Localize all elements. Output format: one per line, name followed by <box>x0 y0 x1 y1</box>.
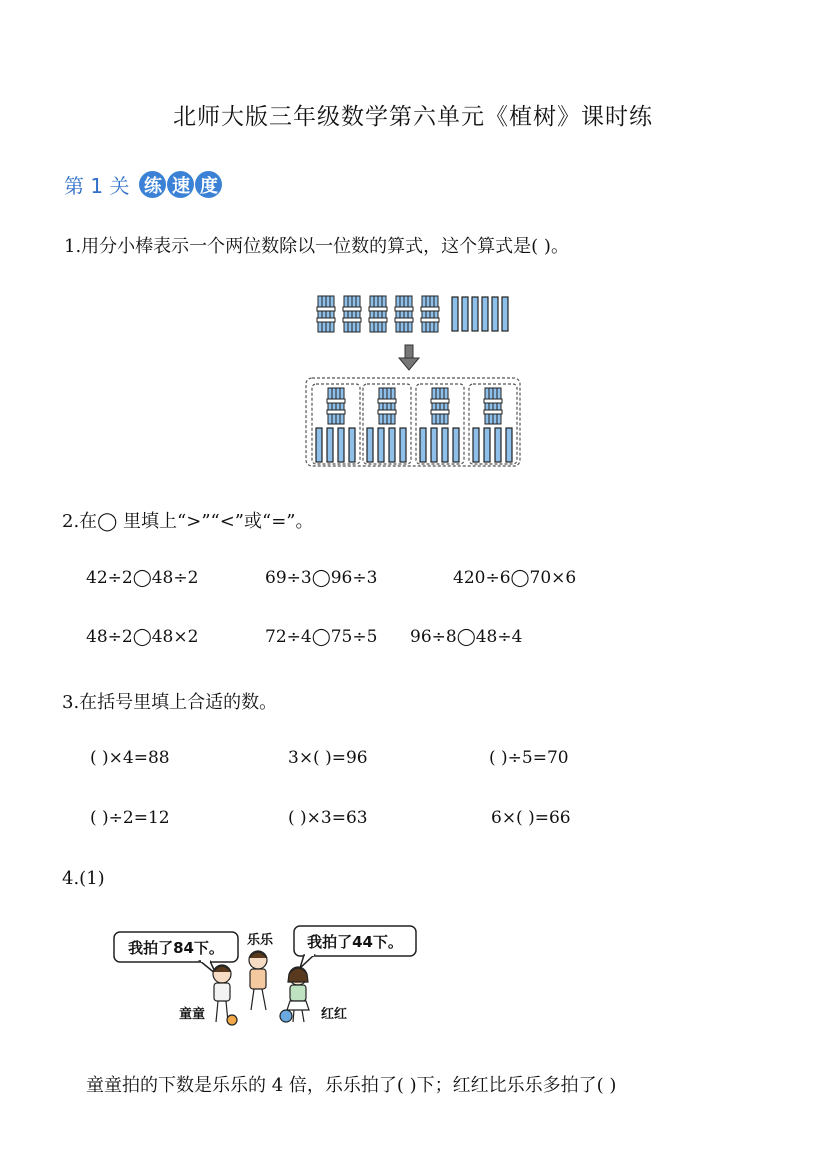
page-title: 北师大版三年级数学第六单元《植树》课时练 <box>173 104 653 130</box>
name-honghong: 红红 <box>320 1007 348 1022</box>
child-honghong <box>280 967 309 1022</box>
bubble-left-text: 我拍了84下。 <box>128 939 224 957</box>
fill-blank-item: ( )÷2=12 <box>90 808 170 828</box>
speech-bubble-right <box>294 926 416 968</box>
badge-char: 速 <box>167 171 194 198</box>
compare-item: 42÷2◯48÷2 <box>86 568 199 588</box>
question-1: 1.用分小棒表示一个两位数除以一位数的算式，这个算式是( )。 <box>64 236 569 257</box>
name-lele: 乐乐 <box>246 933 274 948</box>
sticks-illustration <box>300 290 530 470</box>
top-single-sticks <box>452 297 508 331</box>
bubble-right-text: 我拍了44下。 <box>307 933 403 951</box>
child-lele <box>249 951 267 1010</box>
badge-char: 练 <box>139 171 166 198</box>
badge-char: 度 <box>195 171 222 198</box>
fill-blank-item: ( )×3=63 <box>288 808 368 828</box>
fill-blank-item: ( )×4=88 <box>90 748 170 768</box>
question-2: 2.在◯ 里填上“>”“<”或“=”。 <box>62 511 314 532</box>
compare-item: 96÷8◯48÷4 <box>410 627 523 647</box>
compare-item: 420÷6◯70×6 <box>453 568 577 588</box>
name-tongtong: 童童 <box>178 1007 206 1022</box>
compare-item: 48÷2◯48×2 <box>86 627 199 647</box>
group-bundles <box>327 388 502 424</box>
children-illustration <box>108 922 418 1032</box>
top-bundles <box>317 296 439 332</box>
fill-blank-item: 3×( )=96 <box>288 748 368 768</box>
compare-item: 69÷3◯96÷3 <box>265 568 378 588</box>
fill-blank-item: 6×( )=66 <box>491 808 571 828</box>
fill-blank-item: ( )÷5=70 <box>489 748 569 768</box>
arrow-down-icon <box>399 345 419 370</box>
question-4-text: 童童拍的下数是乐乐的 4 倍，乐乐拍了( )下；红红比乐乐多拍了( ) <box>86 1075 617 1096</box>
practice-speed-badge <box>139 171 223 198</box>
question-3: 3.在括号里填上合适的数。 <box>62 692 278 713</box>
compare-item: 72÷4◯75÷5 <box>265 627 378 647</box>
child-tongtong <box>213 965 237 1025</box>
group-sticks <box>316 428 512 462</box>
level-label: 第 1 关 <box>64 174 130 198</box>
level-header <box>64 170 223 199</box>
question-4-label: 4.(1) <box>62 868 105 889</box>
